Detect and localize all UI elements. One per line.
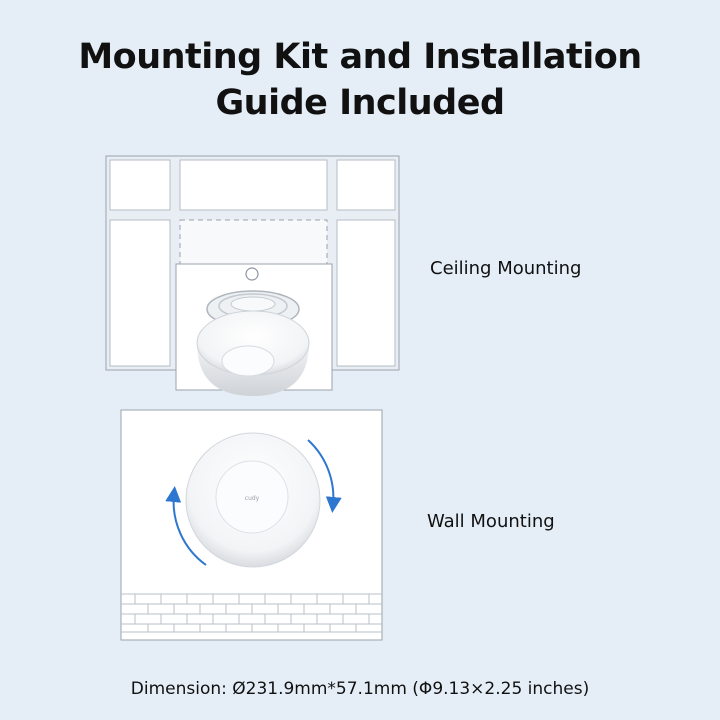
ceiling-illustration: [106, 156, 399, 396]
cable-hole-icon: [246, 268, 258, 280]
device-logo: cudy: [244, 495, 260, 502]
title-line-1: Mounting Kit and Installation: [78, 37, 642, 77]
wall-mounting-label: Wall Mounting: [427, 511, 555, 532]
title-line-2: Guide Included: [215, 83, 505, 123]
ceiling-mounting-label: Ceiling Mounting: [430, 258, 582, 279]
dimension-text: Dimension: Ø231.9mm*57.1mm (Φ9.13×2.25 inches): [130, 679, 590, 699]
wall-illustration: [121, 410, 382, 640]
